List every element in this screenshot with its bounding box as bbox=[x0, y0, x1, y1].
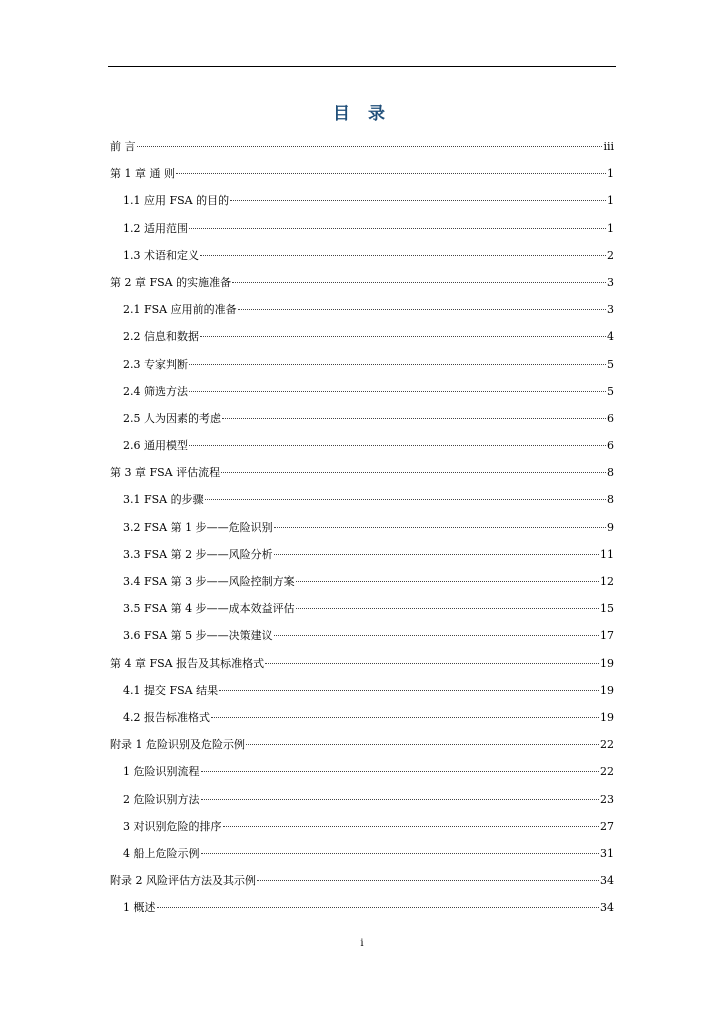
toc-dot-leader bbox=[201, 771, 600, 772]
page-number: i bbox=[360, 938, 364, 949]
toc-entry[interactable] bbox=[110, 187, 614, 214]
toc-entry-page: 6 bbox=[607, 411, 614, 425]
toc-entry-label: 2.4 筛选方法 bbox=[123, 384, 188, 398]
toc-title: 目 录 bbox=[333, 104, 391, 124]
toc-entry-page: 17 bbox=[600, 629, 614, 643]
toc-entry-page: 8 bbox=[607, 466, 614, 480]
toc-dot-leader bbox=[201, 853, 600, 854]
toc-entry-label: 前 言 bbox=[110, 140, 136, 153]
toc-dot-leader bbox=[157, 907, 600, 908]
toc-entry-label: 2.2 信息和数据 bbox=[123, 330, 199, 344]
toc-entry-page: 1 bbox=[607, 167, 614, 181]
toc-entry-page: 1 bbox=[607, 221, 614, 235]
toc-dot-leader bbox=[176, 173, 606, 174]
toc-entry[interactable] bbox=[110, 160, 614, 187]
toc-entry[interactable] bbox=[110, 242, 614, 269]
toc-dot-leader bbox=[257, 880, 599, 881]
toc-entry[interactable] bbox=[110, 595, 614, 622]
toc-entry-page: 11 bbox=[600, 547, 614, 561]
toc-entry[interactable] bbox=[110, 486, 614, 513]
toc-entry[interactable] bbox=[110, 622, 614, 649]
toc-dot-leader bbox=[189, 228, 606, 229]
toc-entry-page: 8 bbox=[607, 493, 614, 507]
toc-entry-page: 9 bbox=[607, 520, 614, 534]
toc-dot-leader bbox=[201, 799, 600, 800]
toc-entry-label: 1 危险识别流程 bbox=[123, 765, 200, 779]
toc-entry-page: 5 bbox=[607, 384, 614, 398]
toc-entry-page: 19 bbox=[600, 710, 614, 724]
toc-entry-label: 3.4 FSA 第 3 步——风险控制方案 bbox=[123, 575, 295, 588]
toc-dot-leader bbox=[189, 391, 606, 392]
toc-entry-page: 4 bbox=[607, 330, 614, 344]
toc-entry-label: 3.5 FSA 第 4 步——成本效益评估 bbox=[123, 602, 295, 616]
toc-entry-label: 附录 2 风险评估方法及其示例 bbox=[110, 874, 256, 888]
toc-dot-leader bbox=[222, 418, 606, 419]
toc-entry-label: 4 船上危险示例 bbox=[123, 846, 200, 860]
toc-entry[interactable] bbox=[110, 758, 614, 785]
toc-entry[interactable] bbox=[110, 650, 614, 677]
toc-entry-label: 2.5 人为因素的考虑 bbox=[123, 411, 221, 425]
toc-entry-label: 第 1 章 通 则 bbox=[110, 167, 175, 181]
toc-entry-label: 2 危险识别方法 bbox=[123, 792, 200, 806]
toc-entry[interactable] bbox=[110, 677, 614, 704]
toc-entry-page: 2 bbox=[607, 248, 614, 262]
toc-entry[interactable] bbox=[110, 514, 614, 541]
toc-entry-page: 15 bbox=[600, 602, 614, 616]
toc-entry-page: 27 bbox=[600, 819, 614, 833]
toc-entry-page: 22 bbox=[600, 765, 614, 779]
toc-dot-leader bbox=[296, 608, 599, 609]
toc-dot-leader bbox=[274, 635, 599, 636]
toc-entry[interactable] bbox=[110, 704, 614, 731]
toc-entry-page: 22 bbox=[600, 738, 614, 752]
toc-dot-leader bbox=[200, 255, 606, 256]
toc-entry-page: 5 bbox=[607, 357, 614, 371]
toc-entry-label: 1 概述 bbox=[123, 901, 156, 915]
toc-entry-label: 1.1 应用 FSA 的目的 bbox=[123, 194, 230, 208]
toc-entry[interactable] bbox=[110, 378, 614, 405]
toc-dot-leader bbox=[189, 364, 606, 365]
toc-dot-leader bbox=[205, 499, 606, 500]
toc-entry[interactable] bbox=[110, 786, 614, 813]
toc-entry-page: 3 bbox=[607, 303, 614, 317]
toc-entry-label: 第 2 章 FSA 的实施准备 bbox=[110, 275, 232, 289]
toc-entry[interactable] bbox=[110, 459, 614, 486]
toc-entry[interactable] bbox=[110, 731, 614, 758]
toc-dot-leader bbox=[265, 663, 599, 664]
toc-entry[interactable] bbox=[110, 296, 614, 323]
toc-dot-leader bbox=[211, 717, 599, 718]
toc-entry-label: 3.3 FSA 第 2 步——风险分析 bbox=[123, 547, 273, 561]
toc-entry-page: 1 bbox=[607, 194, 614, 208]
toc-entry-label: 2.3 专家判断 bbox=[123, 357, 188, 371]
header-rule bbox=[108, 66, 616, 67]
toc-dot-leader bbox=[246, 744, 599, 745]
toc-entry[interactable] bbox=[110, 813, 614, 840]
toc-entry-page: 3 bbox=[607, 275, 614, 289]
toc-dot-leader bbox=[274, 554, 599, 555]
toc-list bbox=[110, 133, 614, 921]
toc-entry-page: 34 bbox=[600, 901, 614, 915]
toc-entry-page: 34 bbox=[600, 874, 614, 888]
toc-entry-label: 3 对识别危险的排序 bbox=[123, 819, 222, 833]
toc-dot-leader bbox=[137, 146, 603, 147]
toc-entry[interactable] bbox=[110, 541, 614, 568]
toc-entry-page: 23 bbox=[600, 792, 614, 806]
toc-entry-label: 4.2 报告标准格式 bbox=[123, 710, 210, 724]
toc-dot-leader bbox=[219, 690, 599, 691]
toc-entry-label: 4.1 提交 FSA 结果 bbox=[123, 683, 219, 697]
toc-dot-leader bbox=[238, 309, 606, 310]
toc-dot-leader bbox=[189, 445, 606, 446]
toc-entry[interactable] bbox=[110, 432, 614, 459]
toc-entry[interactable] bbox=[110, 568, 614, 595]
toc-dot-leader bbox=[296, 581, 599, 582]
toc-entry-page: 19 bbox=[600, 656, 614, 670]
toc-dot-leader bbox=[230, 200, 606, 201]
toc-entry[interactable] bbox=[110, 840, 614, 867]
toc-entry[interactable] bbox=[110, 894, 614, 921]
toc-entry-label: 第 4 章 FSA 报告及其标准格式 bbox=[110, 656, 265, 670]
toc-entry-page: iii bbox=[603, 140, 614, 153]
toc-entry[interactable] bbox=[110, 215, 614, 242]
toc-entry[interactable] bbox=[110, 867, 614, 894]
toc-entry-label: 3.1 FSA 的步骤 bbox=[123, 493, 204, 507]
toc-entry-page: 31 bbox=[600, 846, 614, 860]
toc-entry-page: 12 bbox=[600, 575, 614, 588]
toc-entry-label: 2.1 FSA 应用前的准备 bbox=[123, 303, 237, 317]
toc-entry[interactable] bbox=[110, 405, 614, 432]
toc-entry-label: 2.6 通用模型 bbox=[123, 439, 188, 453]
toc-entry-label: 3.6 FSA 第 5 步——决策建议 bbox=[123, 629, 273, 643]
toc-entry[interactable] bbox=[110, 269, 614, 296]
toc-entry-page: 6 bbox=[607, 439, 614, 453]
toc-entry-label: 3.2 FSA 第 1 步——危险识别 bbox=[123, 520, 273, 534]
toc-entry-label: 附录 1 危险识别及危险示例 bbox=[110, 738, 245, 752]
toc-dot-leader bbox=[232, 282, 606, 283]
toc-entry-page: 19 bbox=[600, 683, 614, 697]
toc-entry[interactable] bbox=[110, 323, 614, 350]
toc-entry-label: 1.3 术语和定义 bbox=[123, 248, 199, 262]
toc-entry-label: 1.2 适用范围 bbox=[123, 221, 188, 235]
toc-dot-leader bbox=[200, 336, 606, 337]
toc-dot-leader bbox=[221, 472, 606, 473]
toc-dot-leader bbox=[274, 527, 606, 528]
toc-dot-leader bbox=[223, 826, 600, 827]
toc-entry[interactable] bbox=[110, 133, 614, 160]
toc-entry[interactable] bbox=[110, 351, 614, 378]
toc-entry-label: 第 3 章 FSA 评估流程 bbox=[110, 466, 221, 480]
